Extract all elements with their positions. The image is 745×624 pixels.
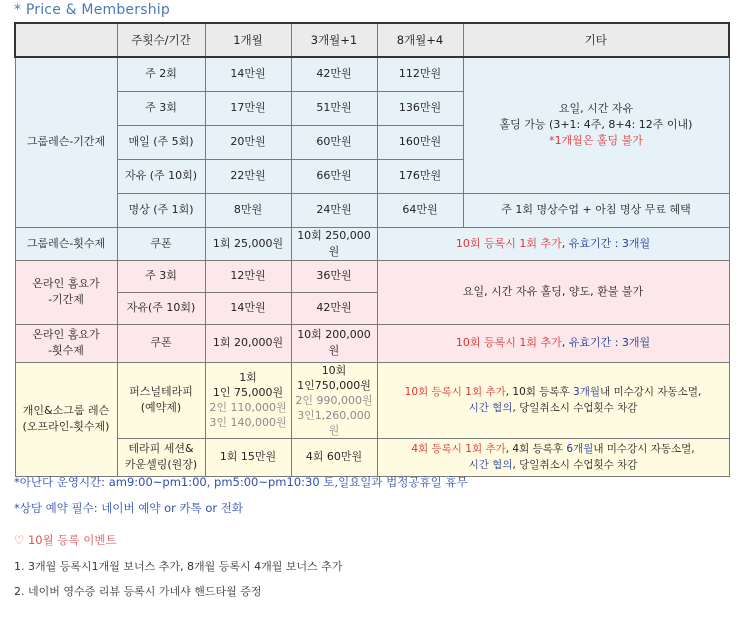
price-cell: 60만원 bbox=[291, 125, 377, 159]
note-text: , 10회 등록후 bbox=[505, 386, 574, 398]
price-cell: 20만원 bbox=[205, 125, 291, 159]
pt-ten-prices bbox=[291, 362, 377, 438]
price-line: 1인 75,000원 bbox=[212, 386, 284, 399]
note-text: , 당일취소시 수업횟수 차감 bbox=[512, 459, 638, 471]
header-frequency: 주횟수/기간 bbox=[117, 23, 205, 57]
table-row bbox=[15, 324, 729, 362]
price-line: 2인 990,000원 bbox=[295, 393, 373, 407]
table-row bbox=[15, 260, 729, 292]
table-row bbox=[15, 227, 729, 260]
price-cell: 1회 15만원 bbox=[205, 438, 291, 476]
event-item: 2. 네이버 영수증 리뷰 등록시 가네샤 핸드타월 증정 bbox=[14, 585, 262, 598]
note-text: 내 미수강시 자동소멸, bbox=[593, 443, 695, 455]
label-line: (예약제) bbox=[140, 401, 182, 414]
price-line: 3인1,260,000원 bbox=[297, 408, 371, 437]
label-line: (오프라인-횟수제) bbox=[22, 420, 110, 433]
bonus-text: 10회 등록시 1회 추가 bbox=[455, 236, 562, 250]
label-line: -기간제 bbox=[48, 293, 84, 306]
price-cell: 14만원 bbox=[205, 292, 291, 324]
price-cell: 160만원 bbox=[377, 125, 463, 159]
type-cell: 쿠폰 bbox=[117, 227, 205, 260]
freq-cell: 자유(주 10회) bbox=[117, 292, 205, 324]
reservation-note: *상담 예약 필수: 네이버 예약 or 카톡 or 전화 bbox=[14, 501, 244, 515]
time-text: 시간 협의 bbox=[468, 459, 513, 471]
bonus-text: 4회 등록시 1회 추가 bbox=[411, 443, 506, 455]
freq-cell: 주 3회 bbox=[117, 91, 205, 125]
event-item: 1. 3개월 등록시1개월 보너스 추가, 8개월 등록시 4개월 보너스 추가 bbox=[14, 560, 343, 573]
freq-cell: 명상 (주 1회) bbox=[117, 193, 205, 227]
therapy-name bbox=[117, 438, 205, 476]
price-table bbox=[14, 22, 730, 477]
note-text: , 4회 등록후 bbox=[505, 443, 567, 455]
online-count-label bbox=[15, 324, 117, 362]
price-line: 10회 bbox=[321, 363, 347, 377]
price-cell: 51만원 bbox=[291, 91, 377, 125]
note-separator: , bbox=[561, 336, 569, 349]
label-line: 온라인 홈요가 bbox=[32, 328, 100, 341]
online-period-label bbox=[15, 260, 117, 324]
freq-cell: 주 2회 bbox=[117, 57, 205, 91]
group-count-label: 그룹레슨-횟수제 bbox=[15, 227, 117, 260]
label-line: 퍼스널테라피 bbox=[129, 385, 193, 398]
label-line: -횟수제 bbox=[48, 344, 84, 357]
price-line: 1인750,000원 bbox=[297, 378, 371, 392]
group-period-label: 그룹레슨-기간제 bbox=[15, 57, 117, 227]
pt-name bbox=[117, 362, 205, 438]
price-cell: 22만원 bbox=[205, 159, 291, 193]
price-cell: 176만원 bbox=[377, 159, 463, 193]
group-note-line: 홀딩 가능 (3+1: 4주, 8+4: 12주 이내) bbox=[499, 118, 693, 132]
online-note: 요일, 시간 자유 홀딩, 양도, 환불 불가 bbox=[377, 260, 729, 324]
price-cell: 10회 250,000원 bbox=[291, 227, 377, 260]
price-cell: 4회 60만원 bbox=[291, 438, 377, 476]
bonus-text: 10회 등록시 1회 추가 bbox=[455, 336, 562, 349]
price-cell: 36만원 bbox=[291, 260, 377, 292]
group-count-note bbox=[377, 227, 729, 260]
validity-text: 유효기간 : 3개월 bbox=[568, 236, 651, 250]
label-line: 온라인 홈요가 bbox=[32, 277, 100, 290]
event-title: ♡ 10월 등록 이벤트 bbox=[14, 533, 117, 547]
price-cell: 12만원 bbox=[205, 260, 291, 292]
price-line: 3인 140,000원 bbox=[209, 416, 287, 429]
price-line: 1회 bbox=[239, 371, 257, 384]
table-header-row bbox=[15, 23, 729, 57]
price-cell: 24만원 bbox=[291, 193, 377, 227]
note-text: , 당일취소시 수업횟수 차감 bbox=[512, 402, 638, 414]
price-cell: 1회 20,000원 bbox=[205, 324, 291, 362]
type-cell: 쿠폰 bbox=[117, 324, 205, 362]
online-count-note bbox=[377, 324, 729, 362]
table-row bbox=[15, 438, 729, 476]
therapy-note bbox=[377, 438, 729, 476]
period-text: 6개월 bbox=[566, 443, 594, 455]
header-1month: 1개월 bbox=[205, 23, 291, 57]
label-line: 카운셀링(원장) bbox=[124, 458, 198, 471]
price-cell: 17만원 bbox=[205, 91, 291, 125]
group-note bbox=[463, 57, 729, 193]
period-text: 3개월 bbox=[573, 386, 600, 398]
meditation-note: 주 1회 명상수업 + 아침 명상 무료 혜택 bbox=[463, 193, 729, 227]
table-row bbox=[15, 193, 729, 227]
header-3month: 3개월+1 bbox=[291, 23, 377, 57]
label-line: 테라피 세션& bbox=[128, 442, 194, 455]
price-cell: 66만원 bbox=[291, 159, 377, 193]
page-title: * Price & Membership bbox=[14, 2, 170, 18]
price-cell: 136만원 bbox=[377, 91, 463, 125]
price-line: 2인 110,000원 bbox=[209, 401, 287, 414]
note-text: 내 미수강시 자동소멸, bbox=[600, 386, 702, 398]
price-cell: 8만원 bbox=[205, 193, 291, 227]
personal-label bbox=[15, 362, 117, 476]
header-etc: 기타 bbox=[463, 23, 729, 57]
note-separator: , bbox=[561, 236, 569, 250]
label-line: 개인&소그룹 레슨 bbox=[22, 404, 110, 417]
group-note-warning: *1개월은 홀딩 불가 bbox=[549, 134, 643, 148]
group-note-line: 요일, 시간 자유 bbox=[558, 102, 634, 116]
header-8month: 8개월+4 bbox=[377, 23, 463, 57]
validity-text: 유효기간 : 3개월 bbox=[568, 336, 651, 349]
price-cell: 1회 25,000원 bbox=[205, 227, 291, 260]
freq-cell: 자유 (주 10회) bbox=[117, 159, 205, 193]
freq-cell: 주 3회 bbox=[117, 260, 205, 292]
price-cell: 42만원 bbox=[291, 292, 377, 324]
freq-cell: 매일 (주 5회) bbox=[117, 125, 205, 159]
price-cell: 112만원 bbox=[377, 57, 463, 91]
bonus-text: 10회 등록시 1회 추가 bbox=[404, 386, 506, 398]
pt-note bbox=[377, 362, 729, 438]
price-cell: 64만원 bbox=[377, 193, 463, 227]
price-cell: 10회 200,000원 bbox=[291, 324, 377, 362]
price-cell: 14만원 bbox=[205, 57, 291, 91]
time-text: 시간 협의 bbox=[468, 402, 513, 414]
operating-hours-note: *아난다 운영시간: am9:00~pm1:00, pm5:00~pm10:30 토,일요일과 법정공휴일 휴무 bbox=[14, 475, 468, 489]
table-row bbox=[15, 57, 729, 91]
price-cell: 42만원 bbox=[291, 57, 377, 91]
table-row bbox=[15, 362, 729, 438]
pt-single-prices bbox=[205, 362, 291, 438]
